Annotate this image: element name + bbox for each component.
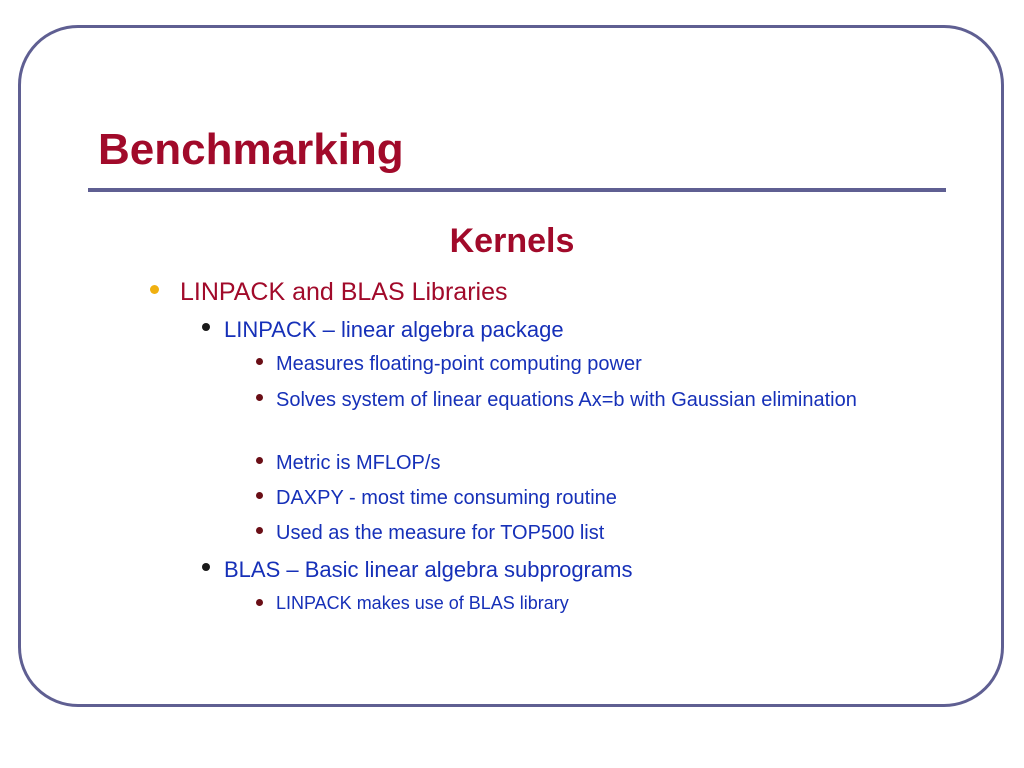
bullet-text: Solves system of linear equations Ax=b with Gaussian elimination	[276, 389, 857, 411]
bullet-dot-icon	[256, 492, 263, 499]
bullet-text: Used as the measure for TOP500 list	[276, 522, 605, 544]
bullet-dot-icon	[256, 599, 263, 606]
bullet-linpack-point	[276, 521, 876, 545]
bullet-blas-point	[276, 593, 876, 615]
bullet-dot-icon	[202, 563, 210, 571]
title-divider	[88, 188, 946, 192]
bullet-dot-icon	[256, 358, 263, 365]
bullet-text: BLAS – Basic linear algebra subprograms	[224, 557, 633, 582]
bullet-linpack-point	[276, 451, 876, 475]
bullet-text: LINPACK and BLAS Libraries	[180, 278, 508, 306]
bullet-linpack	[224, 317, 564, 343]
bullet-linpack-point	[276, 388, 876, 412]
bullet-text: Metric is MFLOP/s	[276, 452, 441, 474]
bullet-text: DAXPY - most time consuming routine	[276, 487, 617, 509]
slide-title: Benchmarking	[98, 125, 404, 174]
bullet-text: Measures floating-point computing power	[276, 353, 642, 375]
bullet-text: LINPACK makes use of BLAS library	[276, 593, 569, 613]
bullet-linpack-blas	[180, 277, 507, 307]
bullet-linpack-point	[276, 352, 876, 376]
bullet-dot-icon	[256, 527, 263, 534]
bullet-dot-icon	[256, 394, 263, 401]
bullet-linpack-point	[276, 486, 876, 510]
bullet-dot-icon	[256, 457, 263, 464]
slide-subtitle: Kernels	[449, 222, 575, 260]
bullet-blas	[224, 557, 632, 583]
bullet-dot-icon	[150, 285, 159, 294]
bullet-text: LINPACK – linear algebra package	[224, 317, 564, 342]
bullet-dot-icon	[202, 323, 210, 331]
